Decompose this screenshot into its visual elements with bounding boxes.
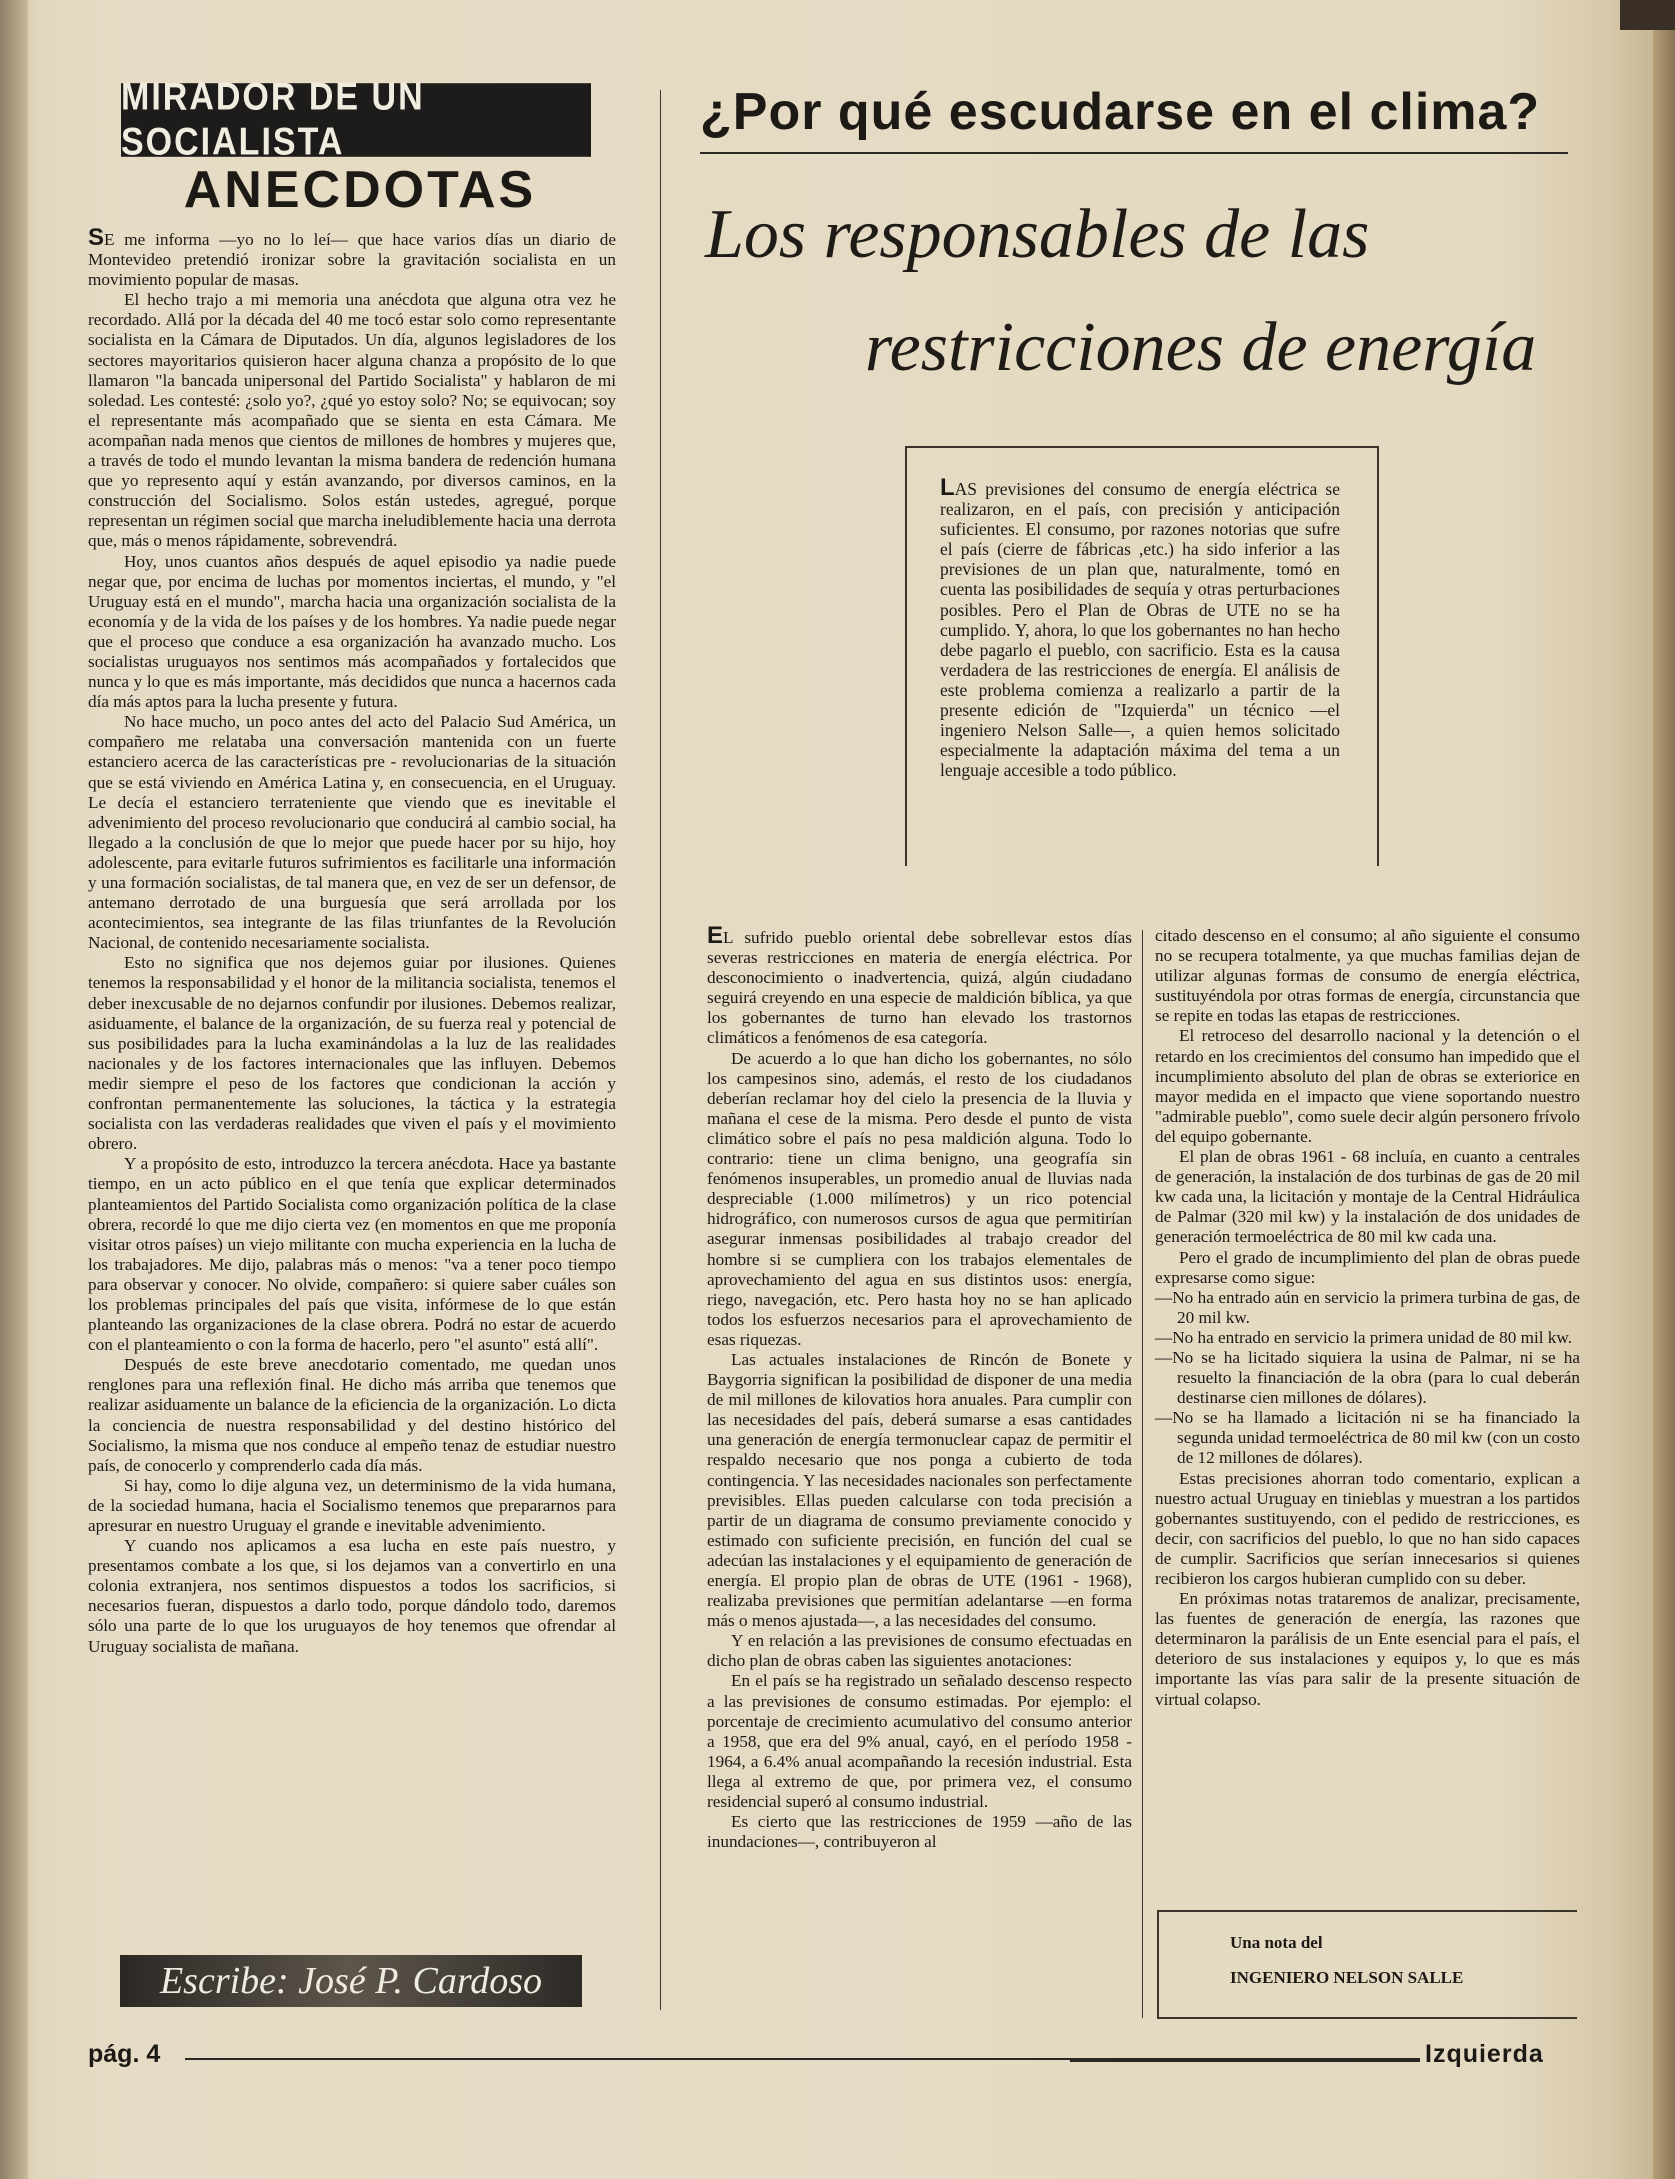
paragraph: Y a propósito de esto, introduzco la tercera anécdota. Hace ya bastante tiempo, en un acto público en el que tenía que explicar determinados planteamientos del Partido Socialista como organización política de la clase obrera, recordé lo que me dijo cierta vez (en momentos en que me proponía visitar otros países) un viejo militante con mucha experiencia en la lucha de los trabajadores. Me dijo, palabras más o menos: "va a tener poco tiempo para observar y conocer. No olvide, compañero: si quiere saber cuáles son los problemas principales del país que visita, infórmese de lo que están planteando las organizaciones de la clase obrera. Podrá no estar de acuerdo con el planteamiento o con la forma de hacerlo, pero "el asunto" está allí". xyxy=(88,1154,616,1355)
paragraph: De acuerdo a lo que han dicho los gobernantes, no sólo los campesinos sino, además, el resto de los ciudadanos deberían reclamar hoy del cielo la presencia de la lluvia y mañana el cese de la misma. Pero desde el punto de vista climático sobre el país no pesa maldición alguna. Todo lo contrario: tiene un clima benigno, una geografía sin fenómenos insuperables, un promedio anual de lluvias nada despreciable (1.000 milímetros) y un rico potencial hidrográfico, con numerosos cursos de agua que permitirían asegurar inmensas posibilidades al trabajo creador del hombre si se cumpliera con los trabajos elementales de aprovechamiento del agua en sus distintos usos: energía, riego, navegación, etc. Pero hasta hoy no se han aplicado todos los esfuerzos necesarios para el aprovechamiento de esas riquezas. xyxy=(707,1048,1132,1349)
paragraph: El hecho trajo a mi memoria una anécdota que alguna otra vez he recordado. Allá por la década del 40 me tocó estar solo como representante socialista en la Cámara de Diputados. Un día, algunos legisladores de los sectores mayoritarios quisieron hacer alguna chanza a propósito de lo que llamaron "la bancada unipersonal del Partido Socialista" y hablaron de mi soledad. Les contesté: ¿solo yo?, ¿qué yo estoy solo? No; se equivocan; soy el representante más acompañado que se sienta en esta Cámara. Me acompañan nada menos que cientos de millones de hombres y mujeres que, a través de todo el mundo levantan la misma bandera de redención humana que yo represento aquí y están avanzando, por diversos caminos, en la construcción del Socialismo. Solos están ustedes, agregué, porque representan un régimen social que marcha ineludiblemente hacia una derrota que, más o menos rápidamente, sobrevendrá. xyxy=(88,290,616,551)
author-note-name: INGENIERO NELSON SALLE xyxy=(1230,1968,1464,1987)
list-item: —No se ha llamado a licitación ni se ha financiado la segunda unidad termoeléctrica de 80 mil kw (con un costo de 12 millones de dólares). xyxy=(1155,1408,1580,1468)
title-line-2: restricciones de energía xyxy=(865,309,1537,386)
list-item: —No se ha licitado siquiera la usina de Palmar, ni se ha resuelto la financiación de la obra (para lo cual deberán destinarse cien millones de dólares). xyxy=(1155,1347,1580,1408)
column-divider xyxy=(1142,930,1143,2018)
paragraph: Es cierto que las restricciones de 1959 —año de las inundaciones—, contribuyeron al xyxy=(707,1812,1132,1852)
paragraph: Hoy, unos cuantos años después de aquel episodio ya nadie puede negar que, por encima de luchas por momentos inciertas, el mundo, y "el Uruguay está en el mundo", marcha hacia una organización socialista de la economía y de la vida de los países y de los hombres. Ya nadie puede negar que el proceso que conduce a esa organización ha avanzado mucho. Los socialistas uruguayos nos sentimos más acompañados y fortalecidos que nunca y lo que es más importante, más decididos que nunca a hacernos cada día más aptos para la lucha presente y futura. xyxy=(88,551,616,712)
drop-cap: L xyxy=(940,474,955,501)
paragraph: El plan de obras 1961 - 68 incluía, en cuanto a centrales de generación, la instalación de dos turbinas de gas de 20 mil kw cada una, la licitación y montaje de la Central Hidráulica de Palmar (320 mil kw) y la instalación de dos unidades de generación termoeléctrica de 80 mil kw cada una. xyxy=(1155,1147,1580,1247)
drop-cap: S xyxy=(88,224,105,251)
column-divider xyxy=(660,90,661,2010)
page-number: pág. 4 xyxy=(88,2040,161,2068)
drop-cap: E xyxy=(707,922,724,949)
paragraph: El retroceso del desarrollo nacional y la detención o el retardo en los crecimientos del consumo han impedido que el incumplimiento absoluto del plan de obras se exteriorice en mayor medida en el impacto que viene soportando nuestro "admirable pueblo", como suele decir algún personero frívolo del equipo gobernante. xyxy=(1155,1026,1580,1146)
byline: Escribe: José P. Cardoso xyxy=(120,1955,582,2007)
article-column-a xyxy=(707,922,1132,1852)
paragraph: Y cuando nos aplicamos a esa lucha en este país nuestro, y presentamos combate a los que, si los dejamos van a convertirlo en una colonia extranjera, nos sentimos dispuestos a todos los sacrificios, si necesarios fueran, dispuestos a darlo todo, porque dándolo todo, daremos sólo una parte de lo que los uruguayos de hoy tenemos que ofrendar al Uruguay socialista de mañana. xyxy=(88,1536,616,1656)
paragraph: SE me informa —yo no lo leí— que hace varios días un diario de Montevideo pretendió ironizar sobre la gravitación socialista en un movimiento popular de masas. xyxy=(88,224,616,290)
binding-edge xyxy=(0,0,28,2179)
intro-text: LAS previsiones del consumo de energía eléctrica se realizaron, en el país, con precisión y anticipación suficientes. El consumo, por razones notorias que sufre el país (cierre de fábricas ,etc.) ha sido inferior a las previsiones de un plan que, naturalmente, tomó en cuenta las posibilidades de sequía y otras perturbaciones posibles. Pero el Plan de Obras de UTE no se ha cumplido. Y, ahora, lo que los gobernantes no han hecho debe pagarlo el pueblo, con sacrificio. Esta es la causa verdadera de las restricciones de energía. El análisis de este problema comienza a realizarlo a partir de la presente edición de "Izquierda" un técnico —el ingeniero Nelson Salle—, a quien hemos solicitado especialmente la adaptación máxima del tema a un lenguaje accesible a todo público. xyxy=(940,474,1340,781)
column-masthead: MIRADOR DE UN SOCIALISTA xyxy=(121,83,591,157)
article-column-b xyxy=(1155,926,1580,1710)
headline: ¿Por qué escudarse en el clima? xyxy=(700,83,1541,141)
paragraph: EL sufrido pueblo oriental debe sobrellevar estos días severas restricciones en materia de energía eléctrica. Por desconocimiento o inadvertencia, quizá, algún ciudadano seguirá creyendo en una especie de maldición bíblica, ya que los gobernantes de turno han elevado los trastornos climáticos a fenómenos de esa categoría. xyxy=(707,922,1132,1048)
paragraph: Pero el grado de incumplimiento del plan de obras puede expresarse como sigue: xyxy=(1155,1247,1580,1287)
author-note-box xyxy=(1157,1910,1577,2019)
paragraph: Las actuales instalaciones de Rincón de Bonete y Baygorria significan la posibilidad de disponer de una media de mil millones de kilovatios hora anuales. Para cumplir con las necesidades del país, deberá sumarse a esas cantidades una generación de energía termonuclear capaz de permitir el respaldo necesario que nos ponga a cubierto de toda contingencia. Y las necesidades nacionales son perfectamente previsibles. Ellas pueden calcularse con toda precisión a partir de un diagrama de consumo previamente conocido y estimado con suficiente precisión, en función del cual se adecúan las instalaciones y el equipamiento de generación de energía. El propio plan de obras de UTE (1961 - 1968), realizaba previsiones que permitían adelantarse —en forma más o menos ajustada—, a las necesidades del consumo. xyxy=(707,1349,1132,1631)
article-body-left xyxy=(88,224,616,1657)
publication-name: Izquierda xyxy=(1425,2040,1544,2068)
footer-rule-thick xyxy=(1070,2058,1420,2062)
page-edge xyxy=(1653,0,1675,2179)
paragraph: Y en relación a las previsiones de consumo efectuadas en dicho plan de obras caben las siguientes anotaciones: xyxy=(707,1631,1132,1671)
paragraph: citado descenso en el consumo; al año siguiente el consumo no se recupera totalmente, ya que muchas familias dejan de utilizar algunas formas de consumo de energía eléctrica, sustituyéndola por otras formas de energía, circunstancia que se repite en todas las etapas de restricciones. xyxy=(1155,926,1580,1026)
headline-rule xyxy=(700,152,1568,154)
paragraph: Esto no significa que nos dejemos guiar por ilusiones. Quienes tenemos la responsabilidad y el honor de la militancia socialista, tenemos el deber inexcusable de no dejarnos confundir por ilusiones. Debemos realizar, asiduamente, el balance de la organización, de su fuerza real y potencial de sus posibilidades para la lucha examinándolas a la luz de las realidades nacionales y de los factores internacionales que las influyen. Debemos medir siempre el peso de los factores que condicionan la acción y confrontan permanentemente las soluciones, la táctica y la estrategia socialista con las verdaderas realidades que viven el país y el movimiento obrero. xyxy=(88,953,616,1154)
list-item: —No ha entrado aún en servicio la primera turbina de gas, de 20 mil kw. xyxy=(1155,1287,1580,1327)
paragraph: En próximas notas trataremos de analizar, precisamente, las fuentes de generación de energía, las razones que determinaron la parálisis de un Ente esencial para el país, el deterioro de sus instalaciones y equipos y, lo que es más importante las vías para salir de la presente situación de virtual colapso. xyxy=(1155,1589,1580,1709)
list-item: —No ha entrado en servicio la primera unidad de 80 mil kw. xyxy=(1155,1327,1572,1347)
title-line-1: Los responsables de las xyxy=(705,196,1370,273)
paragraph: No hace mucho, un poco antes del acto del Palacio Sud América, un compañero me relataba una conversación mantenida con un fuerte estanciero acerca de las características pre - revolucionarias de la situación que se está viviendo en América Latina y, en consecuencia, en el Uruguay. Le decía el estanciero terrateniente que viendo que es inevitable el advenimiento del proceso revolucionario que conducirá al cambio social, ha llegado a la conclusión de que lo mejor que puede hacer por su hijo, hoy adolescente, para evitarle futuros sufrimientos es facilitarle una información y una formación socialistas, de tal manera que, en vez de ser un defensor, de antemano derrotado de una burguesía que será arrollada por los acontecimientos, sea integrante de las filas triunfantes de la Revolución Nacional, de contenido necesariamente socialista. xyxy=(88,712,616,953)
paragraph: Si hay, como lo dije alguna vez, un determinismo de la vida humana, de la sociedad humana, hacia el Socialismo tenemos que prepararnos para apresurar en nuestro Uruguay el grande e inevitable advenimiento. xyxy=(88,1475,616,1535)
article-title-left: ANECDOTAS xyxy=(183,161,537,219)
author-note-label: Una nota del xyxy=(1230,1933,1323,1952)
page-corner xyxy=(1620,0,1675,30)
paragraph: Después de este breve anecdotario comentado, me quedan unos renglones para una reflexión final. He dicho más arriba que tenemos que realizar asiduamente un balance de la eficiencia de la organización. Lo dicta la conciencia de nuestra responsabilidad y del destino histórico del Socialismo, la misma que nos conduce al empeño tenaz de estudiar nuestro país, de conocerlo y comprenderlo cada día más. xyxy=(88,1355,616,1475)
paragraph: En el país se ha registrado un señalado descenso respecto a las previsiones de consumo estimadas. Por ejemplo: el porcentaje de crecimiento acumulativo del consumo anterior a 1958, que era del 9% anual, cayó, en el período 1958 - 1964, a 6.4% anual acompañando la recesión industrial. Esta llega al extremo de que, por primera vez, el consumo residencial superó al consumo industrial. xyxy=(707,1671,1132,1812)
paragraph: Estas precisiones ahorran todo comentario, explican a nuestro actual Uruguay en tinieblas y muestran a los partidos gobernantes sustituyendo, con el pedido de restricciones, es decir, con sacrificios del pueblo, lo que no han sido capaces de cumplir. Sacrificios que serían innecesarios si quienes recibieron los cargos hubieran cumplido con su deber. xyxy=(1155,1468,1580,1588)
